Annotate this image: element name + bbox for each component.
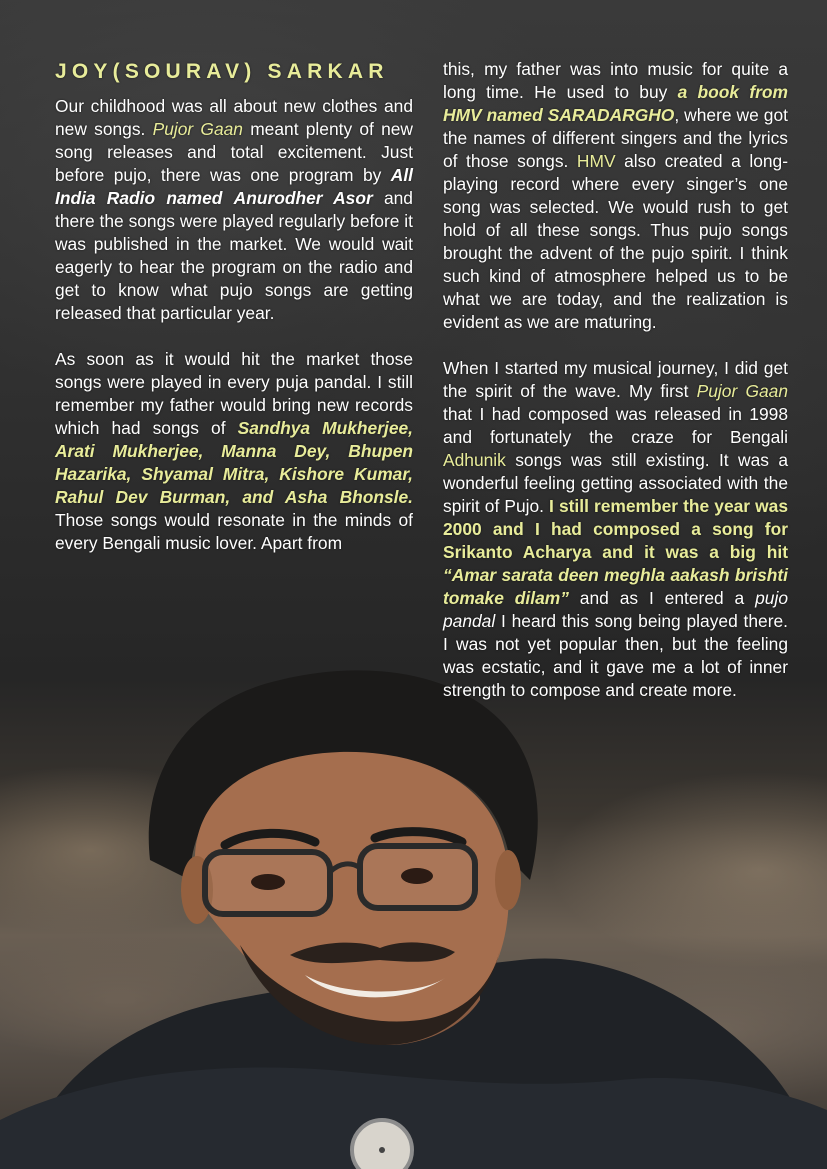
left-paragraph-1: Our childhood was all about new clothes and new songs. Pujor Gaan meant plenty of new song releases and total excitement. Just before pujo, there was one program by All India Radio named Anurodher Asor and there the songs were played regularly before it was published in the market. We would wait eagerly to hear the program on the radio and get to know what pujo songs are getting released that particular year. [55,96,413,323]
highlight-adhunik: Adhunik [443,450,506,470]
highlight-hmv: HMV [576,151,616,171]
right-paragraph-2: When I started my musical journey, I did get the spirit of the wave. My first Pujor Gaan that I had composed was released in 1998 and fortunately the craze for Bengali Adhunik songs was still existing. It was a wonderful feeling getting associated with the spirit of Pujo. I still remember the year was 2000 and I had composed a song for Srikanto Acharya and it was a big hit “Amar sarata deen meghla aakash brishti tomake dilam” and as I entered a pujo pandal I heard this song being played there. I was not yet popular then, but the feeling was ecstatic, and it gave me a lot of inner strength to compose and create more. [443,358,789,700]
portrait-ear-right [495,850,521,910]
portrait-eye-right [401,868,433,884]
highlight-singers: Sandhya Mukherjee, Arati Mukherjee, Manna Dey, Bhupen Hazarika, Shyamal Mitra, Kishore Kumar, Rahul Dev Burman, and Asha Bhonsle. [55,418,413,507]
highlight-pujo-pandal: pujo pandal [443,588,789,631]
highlight-year-2000: I still remember the year was 2000 and I had composed a song for Srikanto Acharya and it was a big hit [443,496,788,562]
right-column [443,58,788,702]
highlight-air: All India Radio named [55,165,413,208]
wristwatch-icon [352,1120,412,1169]
left-paragraph-2: As soon as it would hit the market those songs were played in every puja pandal. I still remember my father would bring new records which had songs of Sandhya Mukherjee, Arati Mukherjee, Manna Dey, Bhupen Hazarika, Shyamal Mitra, Kishore Kumar, Rahul Dev Burman, and Asha Bhonsle. Those songs would resonate in the minds of every Bengali music lover. Apart from [55,349,413,553]
left-column [55,58,413,555]
highlight-saradargho: a book from HMV named SARADARGHO [443,82,788,125]
highlight-anurodher-asor: Anurodher Asor [233,188,373,208]
highlight-pujor-gaan: Pujor Gaan [152,119,243,139]
highlight-pujor-gaan-2: Pujor Gaan [696,381,788,401]
portrait-eye-left [251,874,285,890]
article-heading: JOY(SOURAV) SARKAR [55,60,389,83]
highlight-song-title: “Amar sarata deen meghla aakash brishti tomake dilam” [443,565,788,608]
wristwatch-center [379,1147,385,1153]
right-paragraph-1: this, my father was into music for quite a long time. He used to buy a book from HMV named SARADARGHO, where we got the names of different singers and the lyrics of those songs. HMV also created a long-playing record where every singer’s one song was selected. We would rush to get hold of all these songs. Thus pujo songs brought the advent of the pujo spirit. I think such kind of atmosphere helped us to be what we are today, and the realization is evident as we are maturing. [443,59,789,332]
